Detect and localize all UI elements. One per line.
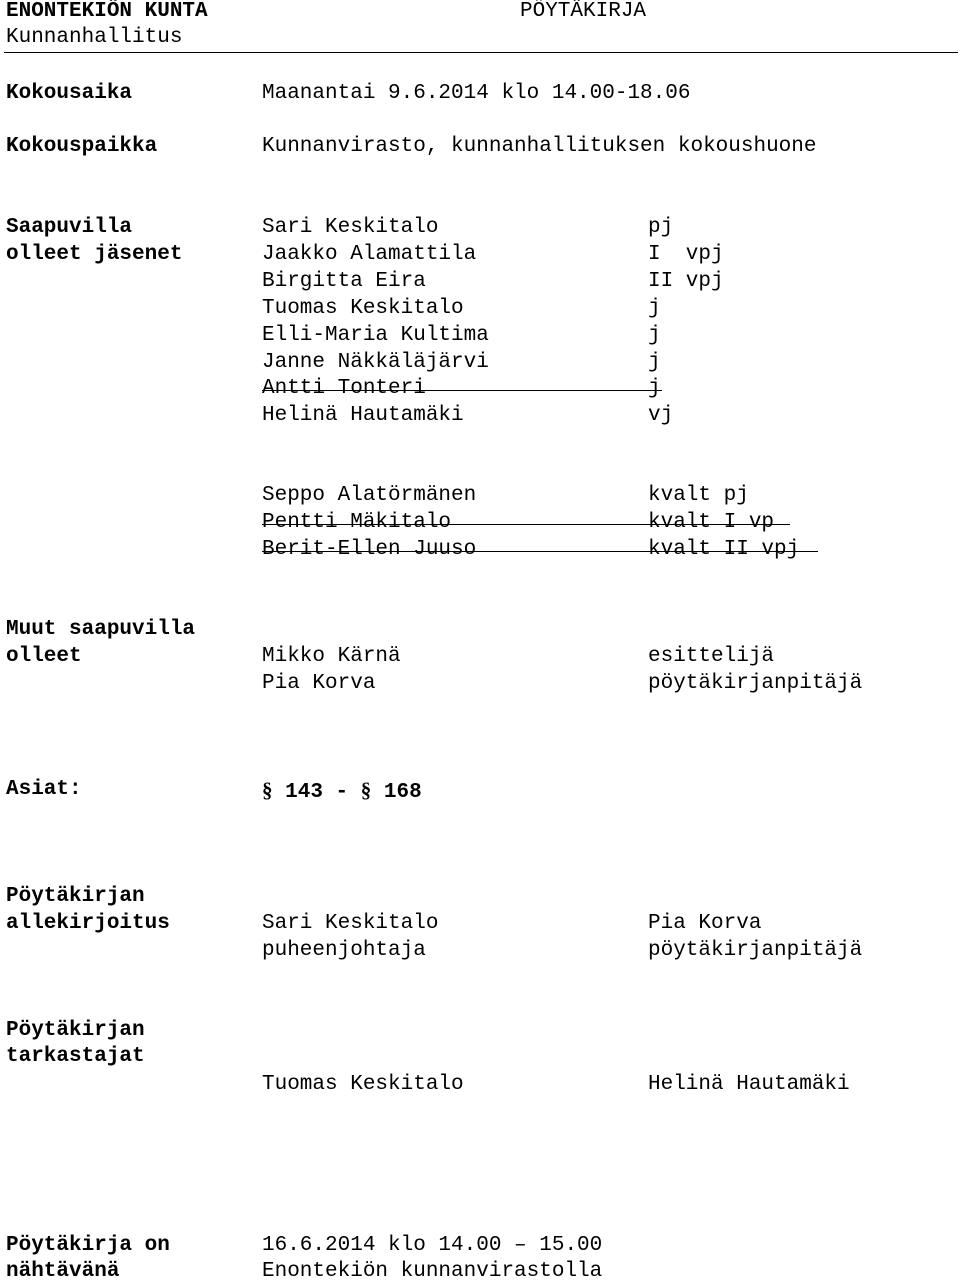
display-place: Enontekiön kunnanvirastolla <box>262 1260 603 1283</box>
municipality-name: ENONTEKIÖN KUNTA <box>6 0 208 23</box>
member-name: Janne Näkkäläjärvi <box>262 351 489 374</box>
council-chair-name: Seppo Alatörmänen <box>262 484 477 507</box>
others-label-line1: Muut saapuvilla <box>6 618 196 641</box>
matters-range-from: 143 <box>285 781 323 804</box>
secretary-role: pöytäkirjanpitäjä <box>648 939 863 962</box>
matters-range <box>262 777 422 806</box>
section-sign-icon: § <box>262 778 273 802</box>
member-role: j <box>648 297 661 320</box>
chair-name: Sari Keskitalo <box>262 912 439 935</box>
member-name: Birgitta Eira <box>262 270 426 293</box>
member-role: vj <box>648 404 674 427</box>
members-label-line1: Saapuvilla <box>6 216 133 239</box>
other-name: Mikko Kärnä <box>262 645 401 668</box>
council-chair-role-struck: kvalt I vp <box>648 511 775 534</box>
member-name: Helinä Hautamäki <box>262 404 464 427</box>
meeting-place-value: Kunnanvirasto, kunnanhallituksen kokoushuone <box>262 135 817 158</box>
member-role: j <box>648 324 661 347</box>
member-name: Sari Keskitalo <box>262 216 439 239</box>
others-label-line2: olleet <box>6 645 82 668</box>
member-name: Tuomas Keskitalo <box>262 297 464 320</box>
section-sign-icon: § <box>360 778 372 802</box>
strikethrough-line <box>262 551 818 552</box>
display-label-line1: Pöytäkirja on <box>6 1234 170 1257</box>
member-role: j <box>648 351 661 374</box>
header-rule <box>4 52 958 53</box>
chair-role: puheenjohtaja <box>262 939 426 962</box>
inspector-name: Helinä Hautamäki <box>648 1073 850 1096</box>
secretary-name: Pia Korva <box>648 912 762 935</box>
strikethrough-line <box>262 524 790 525</box>
member-role-struck: j <box>648 377 661 400</box>
matters-range-to: 168 <box>383 781 422 804</box>
member-role: I vpj <box>648 243 724 266</box>
member-name: Elli-Maria Kultima <box>262 324 489 347</box>
meeting-time-label: Kokousaika <box>6 82 133 105</box>
other-role: pöytäkirjanpitäjä <box>648 672 863 695</box>
meeting-time-value: Maanantai 9.6.2014 klo 14.00-18.06 <box>262 82 691 105</box>
inspectors-label-line2: tarkastajat <box>6 1045 145 1068</box>
member-name-struck: Antti Tonteri <box>262 377 426 400</box>
member-role: II vpj <box>648 270 724 293</box>
signatures-label-line2: allekirjoitus <box>6 912 170 935</box>
governing-body: Kunnanhallitus <box>6 26 183 49</box>
inspectors-label-line1: Pöytäkirjan <box>6 1019 145 1042</box>
member-name: Jaakko Alamattila <box>262 243 477 266</box>
display-label-line2: nähtävänä <box>6 1260 120 1283</box>
council-chair-name-struck: Pentti Mäkitalo <box>262 511 452 534</box>
council-chair-name-struck: Berit-Ellen Juuso <box>262 538 477 561</box>
matters-range-separator: - <box>335 781 349 804</box>
signatures-label-line1: Pöytäkirjan <box>6 885 145 908</box>
other-name: Pia Korva <box>262 672 376 695</box>
display-date: 16.6.2014 klo 14.00 – 15.00 <box>262 1234 603 1257</box>
meeting-place-label: Kokouspaikka <box>6 135 158 158</box>
council-chair-role-struck: kvalt II vpj <box>648 538 800 561</box>
strikethrough-line <box>262 390 662 391</box>
council-chair-role: kvalt pj <box>648 484 749 507</box>
document-type: PÖYTÄKIRJA <box>520 0 647 23</box>
inspector-name: Tuomas Keskitalo <box>262 1073 464 1096</box>
other-role: esittelijä <box>648 645 775 668</box>
member-role: pj <box>648 216 674 239</box>
members-label-line2: olleet jäsenet <box>6 243 183 266</box>
matters-label: Asiat: <box>6 778 82 801</box>
